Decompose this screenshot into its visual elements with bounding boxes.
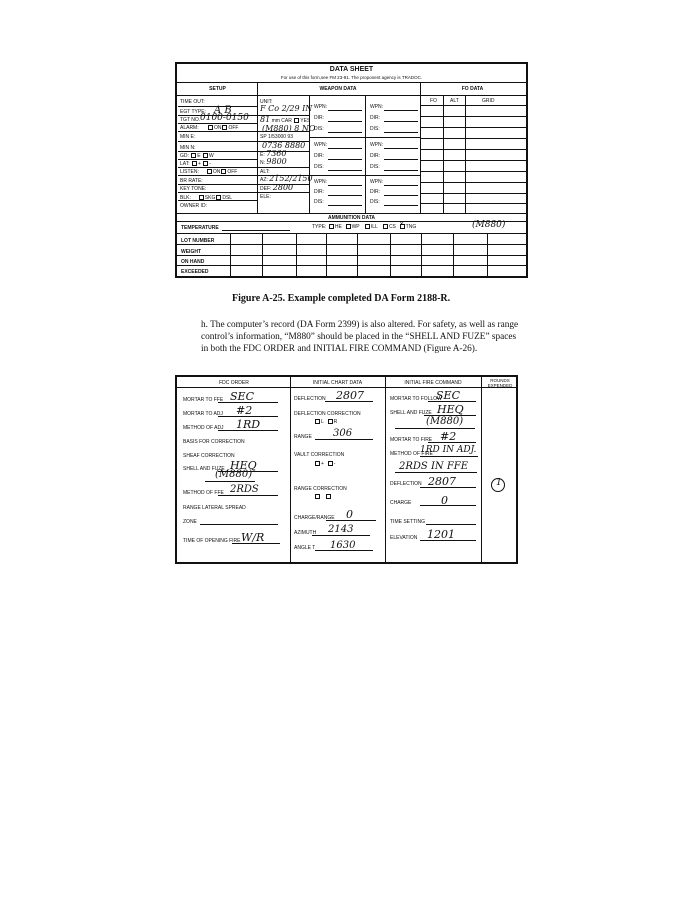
fo-col-fo: FO <box>430 98 437 104</box>
setup-min-e: MIN E: <box>180 134 196 140</box>
ammo-on-hand: ON HAND <box>181 259 205 265</box>
setup-time-out: TIME OUT: <box>180 99 205 105</box>
header-rounds-expended: ROUNDS EXPENDED <box>487 378 513 388</box>
fo-col-alt: ALT <box>450 98 459 104</box>
weapon-data-header: WEAPON DATA <box>319 86 357 92</box>
setup-alarm: ALARM: ON OFF <box>180 125 239 131</box>
setup-gd: GD: E W <box>180 153 214 159</box>
body-paragraph: h. The computer’s record (DA Form 2399) is also altered. For safety, as well as range control’s information, “M880” should be placed in the “SHELL AND FUZE” spaces in both the FDC ORDER and INITIAL FIRE COMMAND (Figure A-26). <box>201 320 519 354</box>
fo-data-header: FO DATA <box>461 86 484 92</box>
setup-listen: LISTEN: ON OFF <box>180 169 238 175</box>
unit-az: AZ: 2152/2150 <box>260 174 313 183</box>
ammo-types: TYPE: HE WP ILL CS × TNG <box>312 221 417 230</box>
header-initial-chart-data: INITIAL CHART DATA <box>312 380 363 386</box>
setup-tgt-no: TGT NO. <box>180 117 201 123</box>
ammo-tng-value: (M880) <box>472 220 506 230</box>
setup-key-tone: KEY TONE: <box>180 186 207 192</box>
setup-blk: BLK: SKG DSL <box>180 195 233 201</box>
setup-header: SETUP <box>209 86 226 92</box>
setup-min-n: MIN N: <box>180 145 196 151</box>
unit-n: N: 9800 <box>260 157 287 166</box>
ammo-exceeded: EXCEEDED <box>181 269 209 275</box>
unit-sp: SP 1/53000 93 <box>260 134 293 140</box>
header-initial-fire-command: INITIAL FIRE COMMAND <box>404 380 462 386</box>
ammo-weight: WEIGHT <box>181 249 201 255</box>
setup-lat: LAT: + - <box>180 161 212 167</box>
data-sheet-subtitle: For use of this form,see FM 23-91. The proponent agency is TRADOC. <box>280 75 423 80</box>
header-fdc-order: FDC ORDER <box>219 380 249 386</box>
unit-alt: ALT: <box>260 169 270 175</box>
unit-value: F Co 2/29 IN <box>260 104 313 113</box>
unit-label: UNIT: <box>260 99 273 105</box>
ammo-temperature: TEMPERATURE <box>181 225 219 231</box>
data-sheet-title: DATA SHEET <box>329 66 374 73</box>
setup-egt-type: EGT TYPE: <box>180 109 206 115</box>
setup-owner-id: OWNER ID: <box>180 203 207 209</box>
unit-car-value: (M880) 8 NO <box>262 124 316 133</box>
egt-type-value: A B <box>214 105 232 116</box>
rounds-expended-value: 1 <box>496 478 502 488</box>
unit-sp-value: 0736 8880 <box>262 141 306 150</box>
unit-def: DEF: 2800 <box>260 183 294 192</box>
figure-a25-caption: Figure A-25. Example completed DA Form 2188-R. <box>232 293 451 304</box>
ammo-lot-number: LOT NUMBER <box>181 238 215 244</box>
fo-col-grid: GRID <box>482 98 495 104</box>
unit-e: E: 7360 <box>260 149 287 158</box>
tgt-no-value: 0100-0150 <box>200 113 249 123</box>
unit-ele: ELE: <box>260 194 271 200</box>
setup-br-rate: BR RATE: <box>180 178 203 184</box>
unit-car: 81 mm CAR YES <box>260 115 311 124</box>
ammo-header: AMMUNITION DATA <box>327 215 376 221</box>
